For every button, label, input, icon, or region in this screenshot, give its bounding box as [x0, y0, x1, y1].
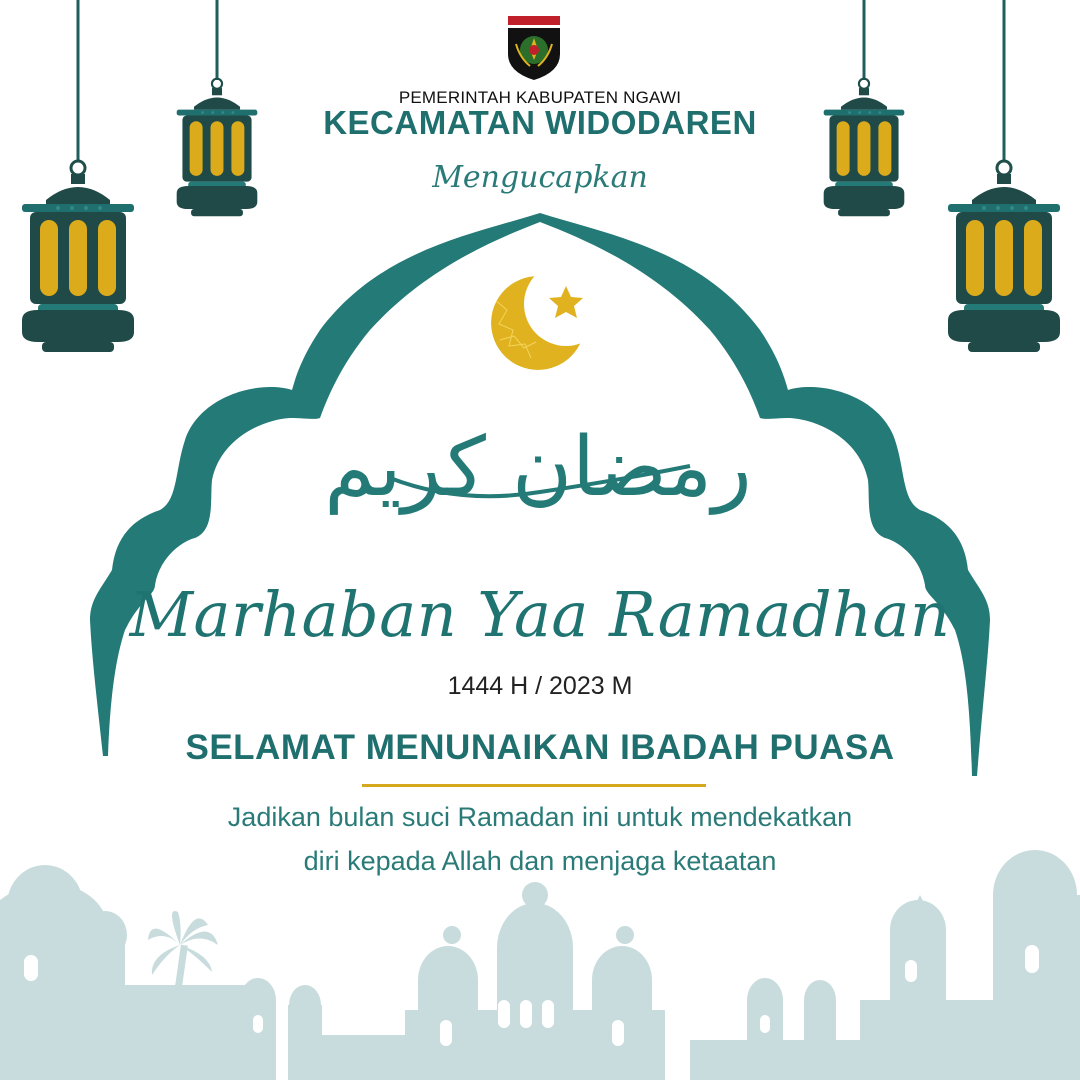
district-emblem-icon	[506, 14, 562, 82]
message	[0, 795, 1080, 883]
district-title: KECAMATAN WIDODAREN	[323, 104, 757, 141]
message-line: Jadikan bulan suci Ramadan ini untuk mendekatkan	[227, 802, 853, 832]
government-title: PEMERINTAH KABUPATEN NGAWI	[398, 88, 682, 107]
headline: Marhaban Yaa Ramadhan	[129, 578, 951, 651]
year-label: 1444 H / 2023 M	[447, 672, 633, 700]
fasting-wish: SELAMAT MENUNAIKAN IBADAH PUASA	[185, 728, 895, 767]
greeting-intro: Mengucapkan	[432, 160, 648, 195]
message-line: diri kepada Allah dan menjaga ketaatan	[303, 846, 777, 876]
svg-text:رمضان كريم: رمضان كريم	[324, 420, 752, 515]
divider	[362, 784, 706, 787]
